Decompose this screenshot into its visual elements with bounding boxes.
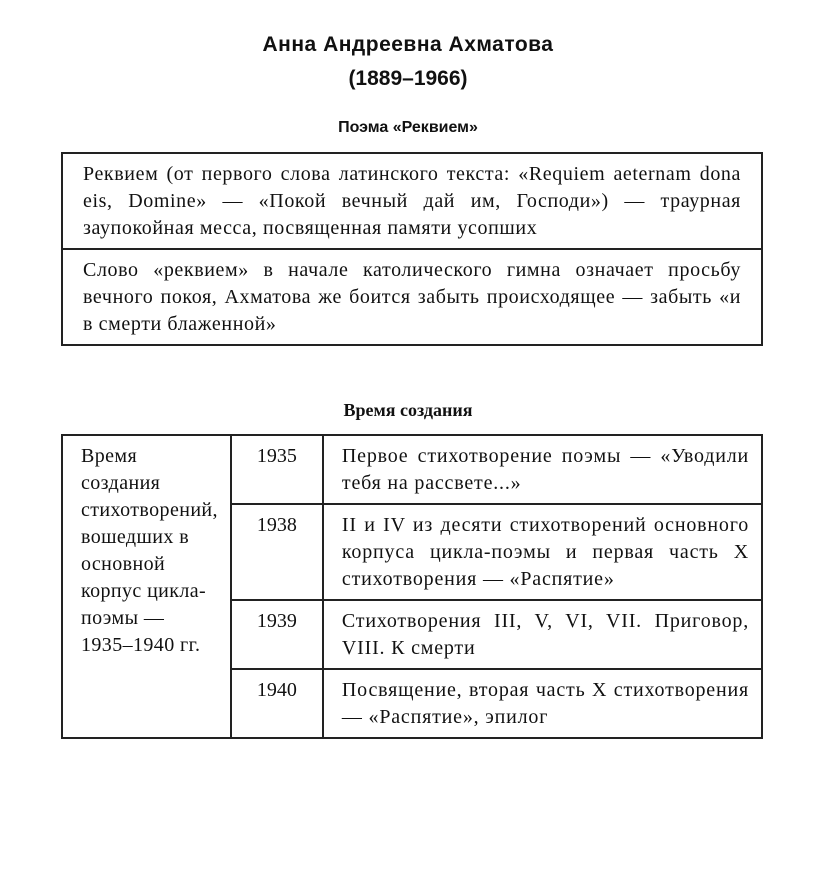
year-cell: 1938 [231,504,323,600]
year-cell: 1939 [231,600,323,669]
description-cell: Стихотворения III, V, VI, VII. Приговор, VIII. К смерти [323,600,762,669]
description-cell: Посвящение, вторая часть X стихотворения — «Распятие», эпилог [323,669,762,738]
definition-cell: Реквием (от первого слова латинского текста: «Requiem aeternam dona eis, Domine» — «Покой вечный дай им, Господи») — траурная заупокойная месса, посвященная памяти усопших [62,153,762,249]
author-years: (1889–1966) [348,67,468,90]
section-title: Время создания [343,400,473,420]
year-cell: 1940 [231,669,323,738]
definition-cell: Слово «реквием» в начале католического гимна означает просьбу вечного покоя, Ахматова же боится забыть происходящее — забыть «и в смерти блаженной» [62,249,762,345]
year-cell: 1935 [231,435,323,504]
poem-title: Поэма «Реквием» [338,119,478,136]
creation-period-label: Время создания стихотворений, вошедших в основной корпус цикла-поэмы — 1935–1940 гг. [62,435,231,738]
table-row [62,153,762,249]
description-cell: II и IV из десяти стихотворений основного корпуса цикла-поэмы и первая часть X стихотворения — «Распятие» [323,504,762,600]
creation-time-table [61,434,763,739]
page-header [0,28,816,96]
description-cell: Первое стихотворение поэмы — «Уводили тебя на рассвете...» [323,435,762,504]
definition-table [61,152,763,346]
table-row [62,435,762,504]
author-name: Анна Андреевна Ахматова [262,33,554,56]
table-row [62,249,762,345]
